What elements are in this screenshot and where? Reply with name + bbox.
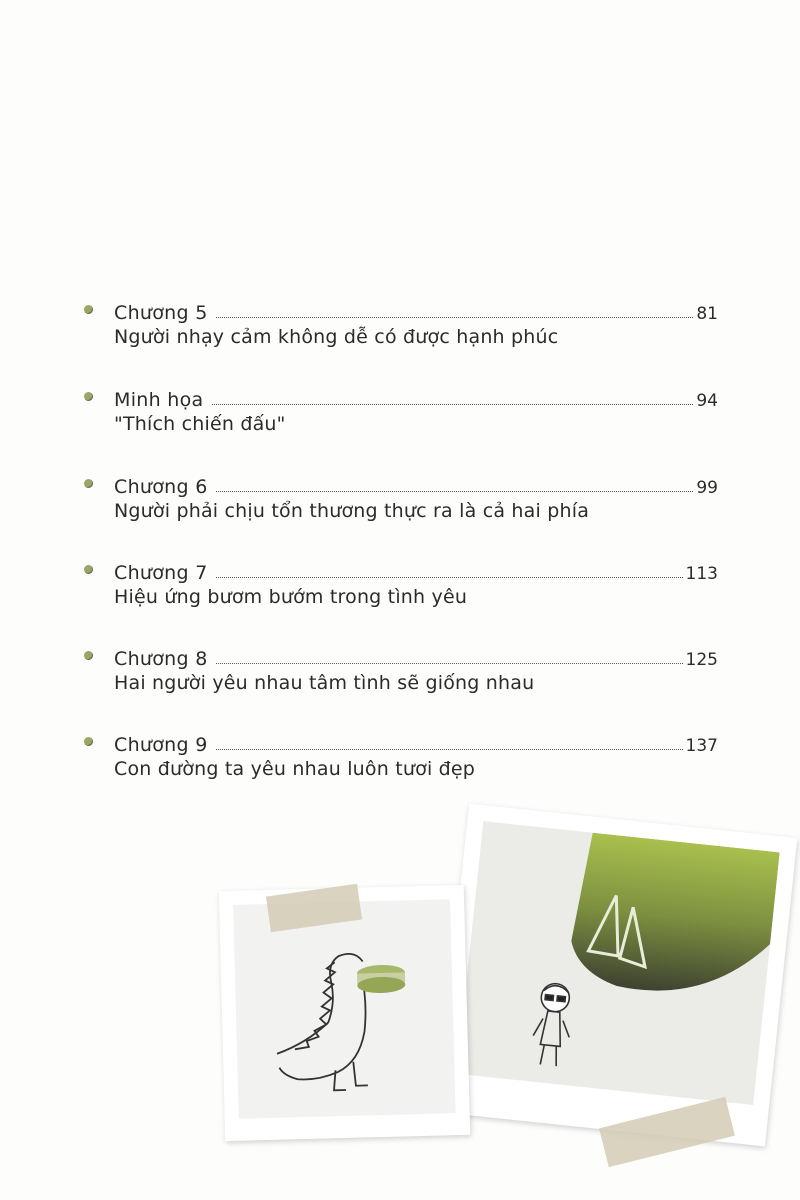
toc-page-number: 94	[696, 391, 718, 411]
bullet-icon	[84, 737, 93, 746]
toc-page-number: 137	[685, 736, 718, 756]
toc-entry[interactable]	[84, 296, 724, 356]
bullet-icon	[84, 479, 93, 488]
toc-heading: Chương 5	[114, 302, 208, 324]
bullet-icon	[84, 565, 93, 574]
toc-page-number: 99	[696, 478, 718, 498]
toc-subtitle: Hai người yêu nhau tâm tình sẽ giống nhau	[114, 672, 535, 694]
bullet-icon	[84, 651, 93, 660]
toc-subtitle: Hiệu ứng bươm bướm trong tình yêu	[114, 586, 468, 608]
toc-entry[interactable]	[84, 642, 724, 702]
dot-leader	[216, 662, 683, 664]
toc-page-number: 113	[685, 564, 718, 584]
dot-leader	[212, 403, 694, 405]
macaron-icon	[357, 964, 406, 993]
photo-dinosaur	[219, 885, 470, 1141]
toc-entry[interactable]	[84, 470, 724, 530]
toc-entry[interactable]	[84, 383, 724, 443]
dot-leader	[216, 576, 683, 578]
bullet-icon	[84, 305, 93, 314]
dot-leader	[216, 316, 694, 318]
toc-entry[interactable]	[84, 728, 724, 788]
bullet-icon	[84, 392, 93, 401]
boy-drawing-icon	[530, 982, 574, 1067]
photo-matcha-cup	[437, 804, 798, 1147]
toc-heading: Chương 7	[114, 562, 208, 584]
dot-leader	[216, 490, 694, 492]
toc-heading: Chương 8	[114, 648, 208, 670]
toc-subtitle: Con đường ta yêu nhau luôn tươi đẹp	[114, 758, 476, 780]
toc-subtitle: "Thích chiến đấu"	[114, 413, 286, 435]
dinosaur-drawing-icon	[233, 899, 456, 1119]
toc-page-number: 81	[696, 304, 718, 324]
toc-heading: Chương 9	[114, 734, 208, 756]
dot-leader	[216, 748, 683, 750]
toc-page-number: 125	[685, 650, 718, 670]
matcha-cup-icon	[457, 821, 780, 1105]
toc-subtitle: Người phải chịu tổn thương thực ra là cả hai phía	[114, 500, 590, 522]
toc-entry[interactable]	[84, 556, 724, 616]
toc-subtitle: Người nhạy cảm không dễ có được hạnh phúc	[114, 326, 559, 348]
toc-heading: Chương 6	[114, 476, 208, 498]
toc-heading: Minh họa	[114, 389, 204, 411]
